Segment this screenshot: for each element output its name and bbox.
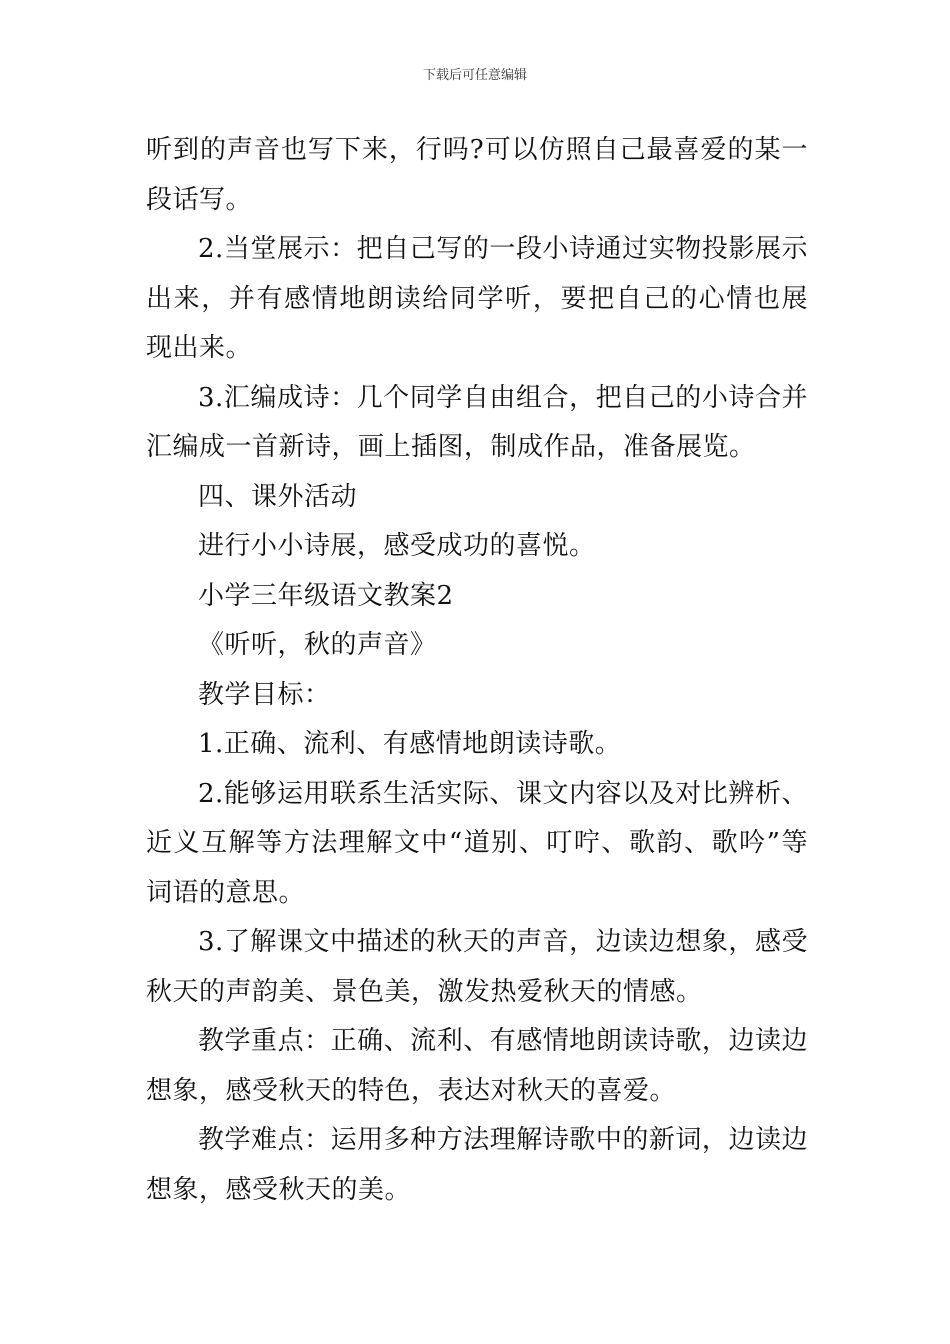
goal-item-3: 3.了解课文中描述的秋天的声音，边读边想象，感受秋天的声韵美、景色美，激发热爱秋天的情感。 xyxy=(146,927,808,1007)
lesson-title: 《听听，秋的声音》 xyxy=(198,630,437,660)
paragraph-activities: 进行小小诗展，感受成功的喜悦。 xyxy=(198,531,596,561)
goal-item-1: 1.正确、流利、有感情地朗读诗歌。 xyxy=(198,729,622,759)
lesson-plan-title: 小学三年级语文教案2 xyxy=(198,580,454,611)
paragraph-step-2: 2.当堂展示：把自己写的一段小诗通过实物投影展示出来，并有感情地朗读给同学听，要把自己的心情也展现出来。 xyxy=(146,234,808,363)
page-header-note: 下载后可任意编辑 xyxy=(422,68,527,83)
goal-item-2: 2.能够运用联系生活实际、课文内容以及对比辨析、近义互解等方法理解文中“道别、叮咛、歌韵、歌吟”等词语的意思。 xyxy=(146,778,808,908)
paragraph-step-3: 3.汇编成诗：几个同学自由组合，把自己的小诗合并汇编成一首新诗，画上插图，制成作品，准备展览。 xyxy=(146,382,808,462)
document-body xyxy=(146,126,808,1215)
teaching-difficulty: 教学难点：运用多种方法理解诗歌中的新词，边读边想象，感受秋天的美。 xyxy=(146,1125,808,1205)
paragraph-continued: 听到的声音也写下来，行吗?可以仿照自己最喜爱的某一段话写。 xyxy=(146,135,808,215)
teaching-focus: 教学重点：正确、流利、有感情地朗读诗歌，边读边想象，感受秋天的特色，表达对秋天的喜爱。 xyxy=(146,1026,808,1106)
section-heading-goals: 教学目标： xyxy=(198,679,331,710)
section-heading-activities: 四、课外活动 xyxy=(198,481,358,512)
